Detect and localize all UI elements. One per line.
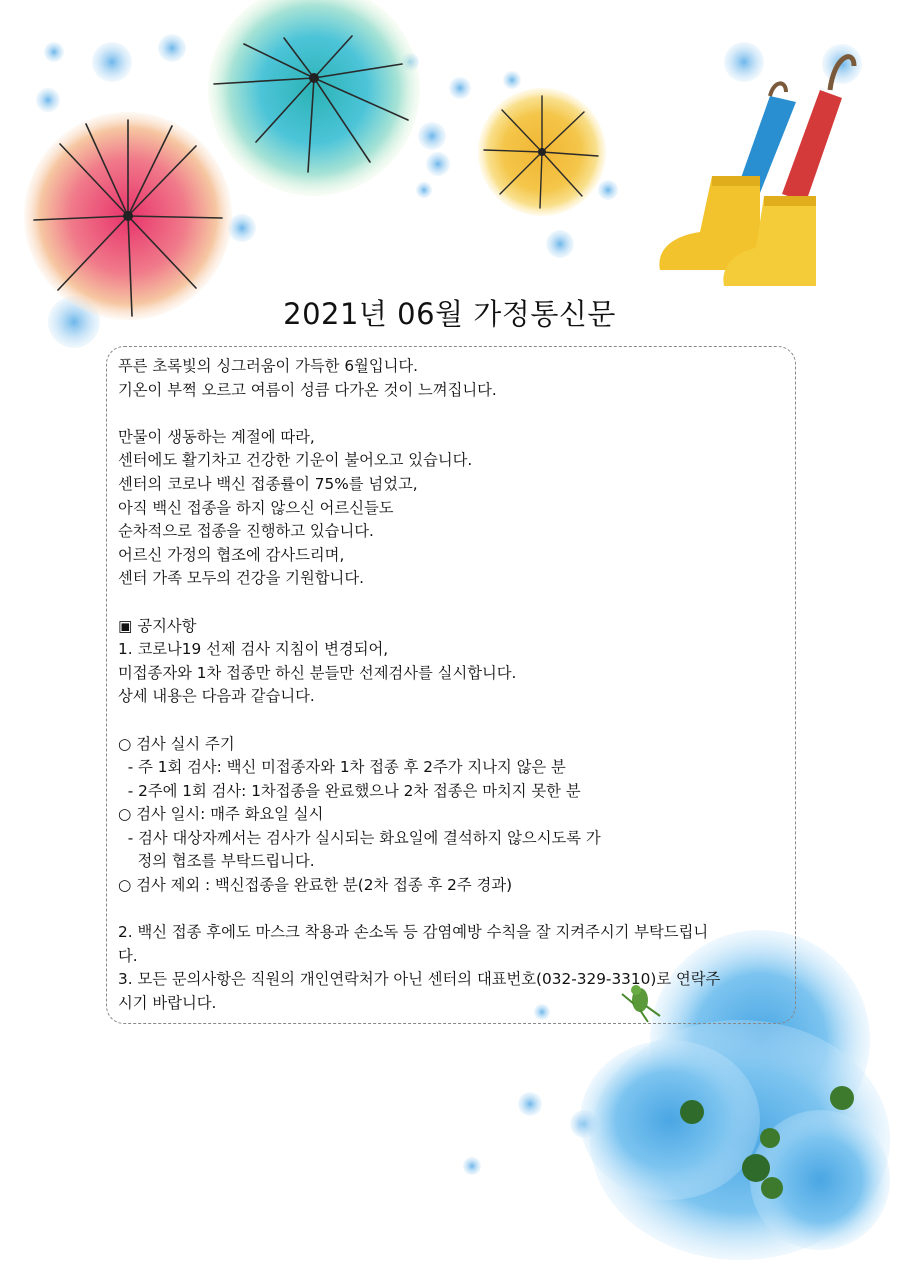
body-line: - 2주에 1회 검사: 1차접종을 완료했으나 2차 접종은 마치지 못한 분 bbox=[118, 781, 581, 800]
body-line bbox=[118, 402, 790, 426]
body-line bbox=[118, 591, 790, 615]
body-line: 어르신 가정의 협조에 감사드리며, bbox=[118, 545, 345, 564]
body-line: 1. 코로나19 선제 검사 지침이 변경되어, bbox=[118, 640, 389, 659]
body-line: 순차적으로 접종을 진행하고 있습니다. bbox=[118, 522, 374, 541]
body-line: ○ 검사 실시 주기 bbox=[118, 734, 235, 753]
body-line: - 검사 대상자께서는 검사가 실시되는 화요일에 결석하지 않으시도록 가 bbox=[118, 828, 601, 847]
notice-heading: ▣ 공지사항 bbox=[118, 616, 197, 635]
body-line: ○ 검사 일시: 매주 화요일 실시 bbox=[118, 805, 324, 824]
body-line: 아직 백신 접종을 하지 않으신 어르신들도 bbox=[118, 498, 394, 517]
body-line: 센터의 코로나 백신 접종률이 75%를 넘었고, bbox=[118, 474, 418, 493]
body-line: 3. 모든 문의사항은 직원의 개인연락처가 아닌 센터의 대표번호(032-329-3310)로 연락주 bbox=[118, 970, 721, 989]
body-line: ○ 검사 제외 : 백신접종을 완료한 분(2차 접종 후 2주 경과) bbox=[118, 876, 513, 895]
body-line: 다. bbox=[118, 946, 138, 965]
pink-umbrella bbox=[24, 112, 232, 320]
body-line: 미접종자와 1차 접종만 하신 분들만 선제검사를 실시합니다. bbox=[118, 663, 517, 682]
body-line: 센터 가족 모두의 건강을 기원합니다. bbox=[118, 569, 364, 588]
body-line: 정의 협조를 부탁드립니다. bbox=[118, 852, 315, 871]
page-title: 2021년 06월 가정통신문 bbox=[283, 297, 616, 331]
body-line bbox=[118, 709, 790, 733]
rain-boots-illustration bbox=[659, 44, 862, 286]
body-line: - 주 1회 검사: 백신 미접종자와 1차 접종 후 2주가 지나지 않은 분 bbox=[118, 758, 566, 777]
body-line: 기온이 부쩍 오르고 여름이 성큼 다가온 것이 느껴집니다. bbox=[118, 380, 497, 399]
body-line: 시기 바랍니다. bbox=[118, 994, 217, 1013]
body-line: 상세 내용은 다음과 같습니다. bbox=[118, 687, 315, 706]
teal-umbrella bbox=[208, 0, 420, 196]
body-line: 2. 백신 접종 후에도 마스크 착용과 손소독 등 감염예방 수칙을 잘 지켜주시기 부탁드립니 bbox=[118, 923, 709, 942]
body-line: 센터에도 활기차고 건강한 기운이 불어오고 있습니다. bbox=[118, 451, 473, 470]
body-line: 푸른 초록빛의 싱그러움이 가득한 6월입니다. bbox=[118, 357, 419, 375]
body-line: 만물이 생동하는 계절에 따라, bbox=[118, 427, 315, 446]
newsletter-body bbox=[118, 355, 790, 1016]
body-line bbox=[118, 898, 790, 922]
yellow-umbrella bbox=[478, 88, 606, 216]
